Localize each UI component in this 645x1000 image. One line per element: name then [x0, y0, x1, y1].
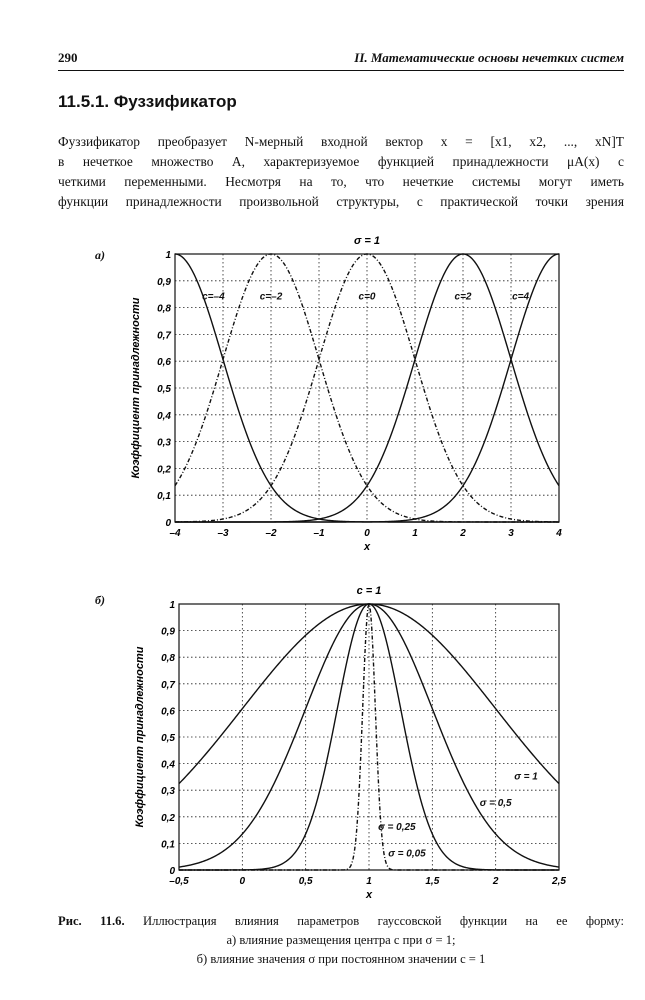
- chart-b: [95, 578, 575, 913]
- series-annotation: σ = 0,5: [479, 798, 512, 810]
- series-annotation: c=4: [512, 291, 530, 303]
- y-tick-label: 1: [165, 250, 171, 261]
- y-tick-label: 0,9: [161, 626, 175, 638]
- series-line: [179, 604, 559, 867]
- x-tick-label: 2: [460, 528, 466, 539]
- caption-line-3: б) влияние значения σ при постоянном значении c = 1: [196, 952, 486, 966]
- y-tick-label: 0,5: [161, 733, 175, 744]
- y-tick-label: 0,6: [157, 357, 171, 369]
- y-tick-label: 0,3: [161, 786, 175, 798]
- series-annotation: c=2: [454, 291, 472, 303]
- series-annotation: c=–4: [202, 291, 225, 303]
- x-tick-label: 2: [492, 876, 499, 887]
- y-tick-label: 0,8: [161, 653, 175, 665]
- series-annotation: c=0: [358, 291, 376, 303]
- x-tick-label: –0,5: [169, 876, 189, 887]
- caption-line-2: а) влияние размещения центра c при σ = 1;: [226, 933, 456, 947]
- y-tick-label: 0,4: [157, 410, 171, 422]
- y-tick-label: 0: [169, 866, 175, 877]
- page-number: 290: [58, 50, 78, 65]
- figure-label: Рис. 11.6.: [58, 914, 125, 928]
- y-axis-label: Коэффициент принадлежности: [130, 297, 142, 479]
- body-line: четкими переменными. Несмотря на то, что нечеткие системы могут иметь: [58, 174, 624, 189]
- body-line: функции принадлежности произвольной структуры, с практической точки зрения: [58, 194, 624, 209]
- caption-text: Иллюстрация влияния параметров гауссовской функции на ее форму:: [143, 914, 624, 928]
- y-tick-label: 0,7: [157, 330, 171, 342]
- y-tick-label: 0,5: [157, 384, 171, 395]
- y-tick-label: 0,9: [157, 276, 171, 288]
- y-axis-label: Коэффициент принадлежности: [134, 646, 146, 828]
- y-tick-label: 0,6: [161, 706, 175, 718]
- x-tick-label: –3: [217, 528, 229, 539]
- x-axis-label: x: [365, 889, 373, 901]
- body-line: в нечеткое множество A, характеризуемое функцией принадлежности μA(x) с: [58, 154, 624, 169]
- body-line: Фуззификатор преобразует N-мерный входной вектор x = [x1, x2, ..., xN]T: [58, 134, 624, 149]
- y-tick-label: 0,2: [161, 812, 175, 824]
- section-heading: 11.5.1. Фуззификатор: [58, 92, 237, 111]
- y-tick-label: 0,4: [161, 759, 175, 771]
- y-tick-label: 0: [165, 518, 171, 529]
- x-tick-label: 1: [412, 528, 418, 539]
- x-tick-label: –1: [313, 528, 325, 539]
- figure-caption: [58, 912, 624, 969]
- series-annotation: c=–2: [259, 291, 283, 303]
- y-tick-label: 0,2: [157, 464, 171, 476]
- chart-a-svg: [95, 228, 575, 558]
- y-tick-label: 0,7: [161, 679, 175, 691]
- x-axis-label: x: [363, 541, 371, 553]
- caption-line-1: [58, 912, 624, 931]
- x-tick-label: 0,5: [298, 876, 313, 887]
- chart-a: [95, 228, 575, 563]
- y-tick-label: 0,8: [157, 303, 171, 315]
- x-tick-label: 4: [556, 528, 562, 539]
- running-title: II. Математические основы нечетких систем: [354, 50, 624, 65]
- x-tick-label: –2: [265, 528, 277, 539]
- x-tick-label: 2,5: [552, 876, 566, 887]
- chart-title: c = 1: [356, 585, 382, 597]
- x-tick-label: 1: [366, 876, 372, 887]
- series-annotation: σ = 1: [514, 771, 538, 783]
- x-tick-label: 0: [364, 528, 370, 539]
- x-tick-label: 0: [239, 876, 246, 887]
- y-tick-label: 0,3: [157, 437, 171, 449]
- series-annotation: σ = 0,05: [388, 848, 426, 860]
- x-tick-label: 1,5: [425, 876, 440, 887]
- y-tick-label: 0,1: [161, 839, 175, 851]
- x-tick-label: –4: [169, 528, 181, 539]
- series-annotation: σ = 0,25: [378, 822, 416, 834]
- page-header: [58, 50, 624, 71]
- y-tick-label: 1: [169, 600, 175, 611]
- chart-title: σ = 1: [354, 235, 380, 247]
- body-paragraph: [58, 132, 624, 212]
- panel-label-a: а): [95, 248, 105, 262]
- panel-label-b: б): [95, 593, 105, 607]
- x-tick-label: 3: [508, 528, 514, 539]
- chart-b-svg: [95, 578, 575, 908]
- y-tick-label: 0,1: [157, 491, 171, 503]
